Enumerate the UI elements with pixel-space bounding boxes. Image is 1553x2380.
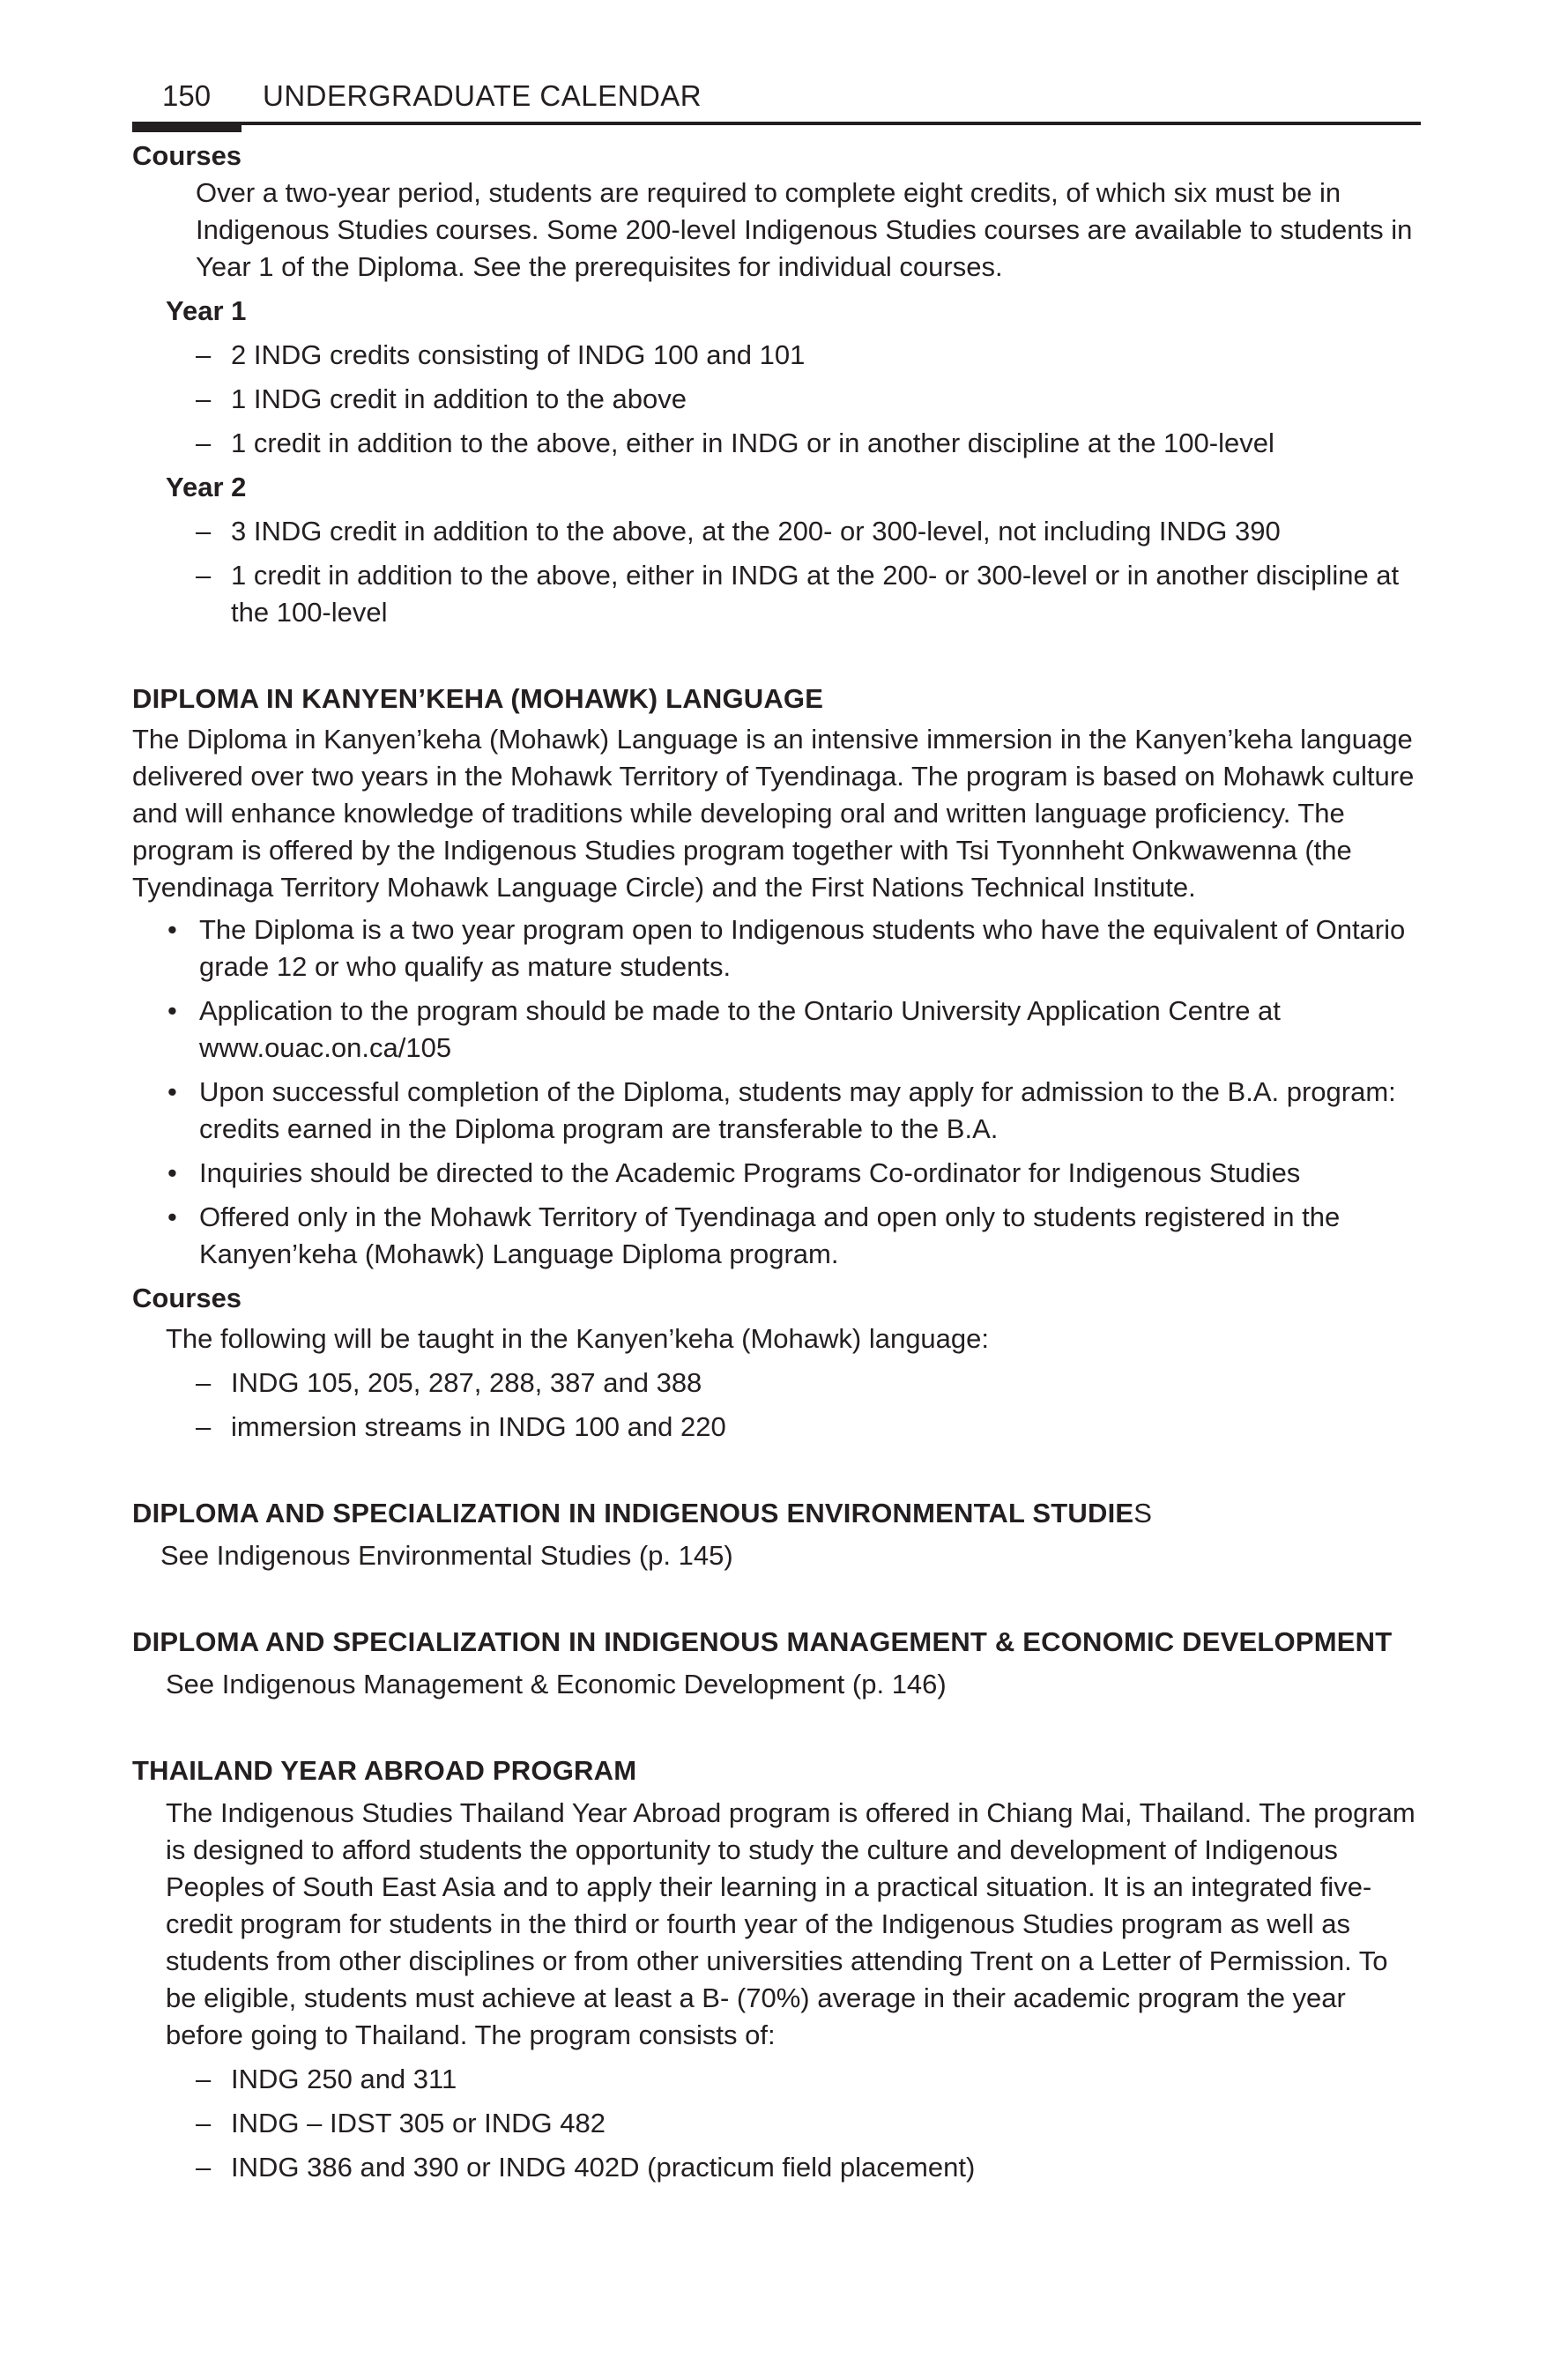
list-item: – 1 credit in addition to the above, either in INDG at the 200- or 300-level or in another discipline at the 100-level <box>196 560 1400 628</box>
year2-list <box>196 513 1421 631</box>
mohawk-intro: The Diploma in Kanyen’keha (Mohawk) Language is an intensive immersion in the Kanyen’keha language delivered over two years in the Mohawk Territory of Tyendinaga. The program is based on Mohawk culture and will enhance knowledge of traditions while developing oral and written language proficiency. The program is offered by the Indigenous Studies program together with Tsi Tyonnheht Onkwawenna (the Tyendinaga Territory Mohawk Language Circle) and the First Nations Technical Institute. <box>132 724 1415 903</box>
calendar-page <box>132 78 1421 2193</box>
courses-heading: Courses <box>132 140 242 171</box>
mohawk-bullets <box>166 911 1421 1273</box>
year1-heading: Year 1 <box>166 295 247 326</box>
environmental-see: See Indigenous Environmental Studies (p. 145) <box>160 1540 733 1571</box>
mohawk-courses-heading: Courses <box>132 1283 242 1313</box>
list-item: – INDG 250 and 311 <box>196 2064 457 2094</box>
thailand-intro: The Indigenous Studies Thailand Year Abroad program is offered in Chiang Mai, Thailand. The program is designed to afford students the opportunity to study the culture and development of Indigenous Peoples of South East Asia and to apply their learning in a practical situation. It is an integrated five-credit program for students in the third or fourth year of the Indigenous Studies program as well as students from other disciplines or from other universities attending Trent on a Letter of Permission. To be eligible, students must achieve at least a B- (70%) average in their academic program the year before going to Thailand. The program consists of: <box>166 1797 1416 2050</box>
list-item: – INDG 105, 205, 287, 288, 387 and 388 <box>196 1367 702 1398</box>
list-item: – INDG – IDST 305 or INDG 482 <box>196 2108 606 2138</box>
courses-intro: Over a two-year period, students are required to complete eight credits, of which six must be in Indigenous Studies courses. Some 200-level Indigenous Studies courses are available to students in Year 1 of the Diploma. See the prerequisites for individual courses. <box>196 177 1413 282</box>
management-section <box>132 1624 1421 1703</box>
list-item: • Inquiries should be directed to the Academic Programs Co-ordinator for Indigenous Studies <box>167 1157 1301 1188</box>
page-header <box>132 78 1421 132</box>
list-item: – 1 credit in addition to the above, either in INDG or in another discipline at the 100-level <box>196 428 1274 458</box>
year1-list <box>196 337 1421 462</box>
list-item: • Offered only in the Mohawk Territory of Tyendinaga and open only to students registered in the Kanyen’keha (Mohawk) Language Diploma program. <box>167 1201 1341 1269</box>
list-item: – immersion streams in INDG 100 and 220 <box>196 1411 726 1442</box>
list-item: • Upon successful completion of the Diploma, students may apply for admission to the B.A. program: credits earned in the Diploma program are transferable to the B.A. <box>167 1076 1396 1144</box>
list-item: – 2 INDG credits consisting of INDG 100 and 101 <box>196 339 806 370</box>
environmental-heading: DIPLOMA AND SPECIALIZATION IN INDIGENOUS ENVIRONMENTAL STUDIES <box>132 1498 1153 1528</box>
list-item: • The Diploma is a two year program open to Indigenous students who have the equivalent of Ontario grade 12 or who qualify as mature students. <box>167 914 1406 982</box>
mohawk-courses-intro: The following will be taught in the Kanyen’keha (Mohawk) language: <box>166 1323 990 1354</box>
management-see: See Indigenous Management & Economic Development (p. 146) <box>166 1669 947 1699</box>
mohawk-courses-list <box>196 1365 1421 1446</box>
list-item: – 1 INDG credit in addition to the above <box>196 383 687 414</box>
list-item: – INDG 386 and 390 or INDG 402D (practicum field placement) <box>196 2152 976 2183</box>
courses-section <box>132 138 1421 631</box>
list-item: • Application to the program should be made to the Ontario University Application Centre at www.ouac.on.ca/105 <box>167 995 1281 1063</box>
mohawk-heading: DIPLOMA IN KANYEN’KEHA (MOHAWK) LANGUAGE <box>132 683 824 714</box>
list-item: – 3 INDG credit in addition to the above, at the 200- or 300-level, not including INDG 390 <box>196 516 1281 547</box>
thailand-section <box>132 1752 1421 2186</box>
mohawk-section <box>132 681 1421 1446</box>
thailand-heading: THAILAND YEAR ABROAD PROGRAM <box>132 1755 637 1786</box>
thailand-list <box>196 2061 1421 2186</box>
header-rule-tab <box>132 122 241 132</box>
year2-heading: Year 2 <box>166 472 247 502</box>
page-number: 150 <box>162 79 212 112</box>
environmental-section <box>132 1495 1421 1574</box>
management-heading: DIPLOMA AND SPECIALIZATION IN INDIGENOUS MANAGEMENT & ECONOMIC DEVELOPMENT <box>132 1626 1393 1657</box>
running-title: UNDERGRADUATE CALENDAR <box>263 79 702 112</box>
header-rule <box>132 122 1421 125</box>
